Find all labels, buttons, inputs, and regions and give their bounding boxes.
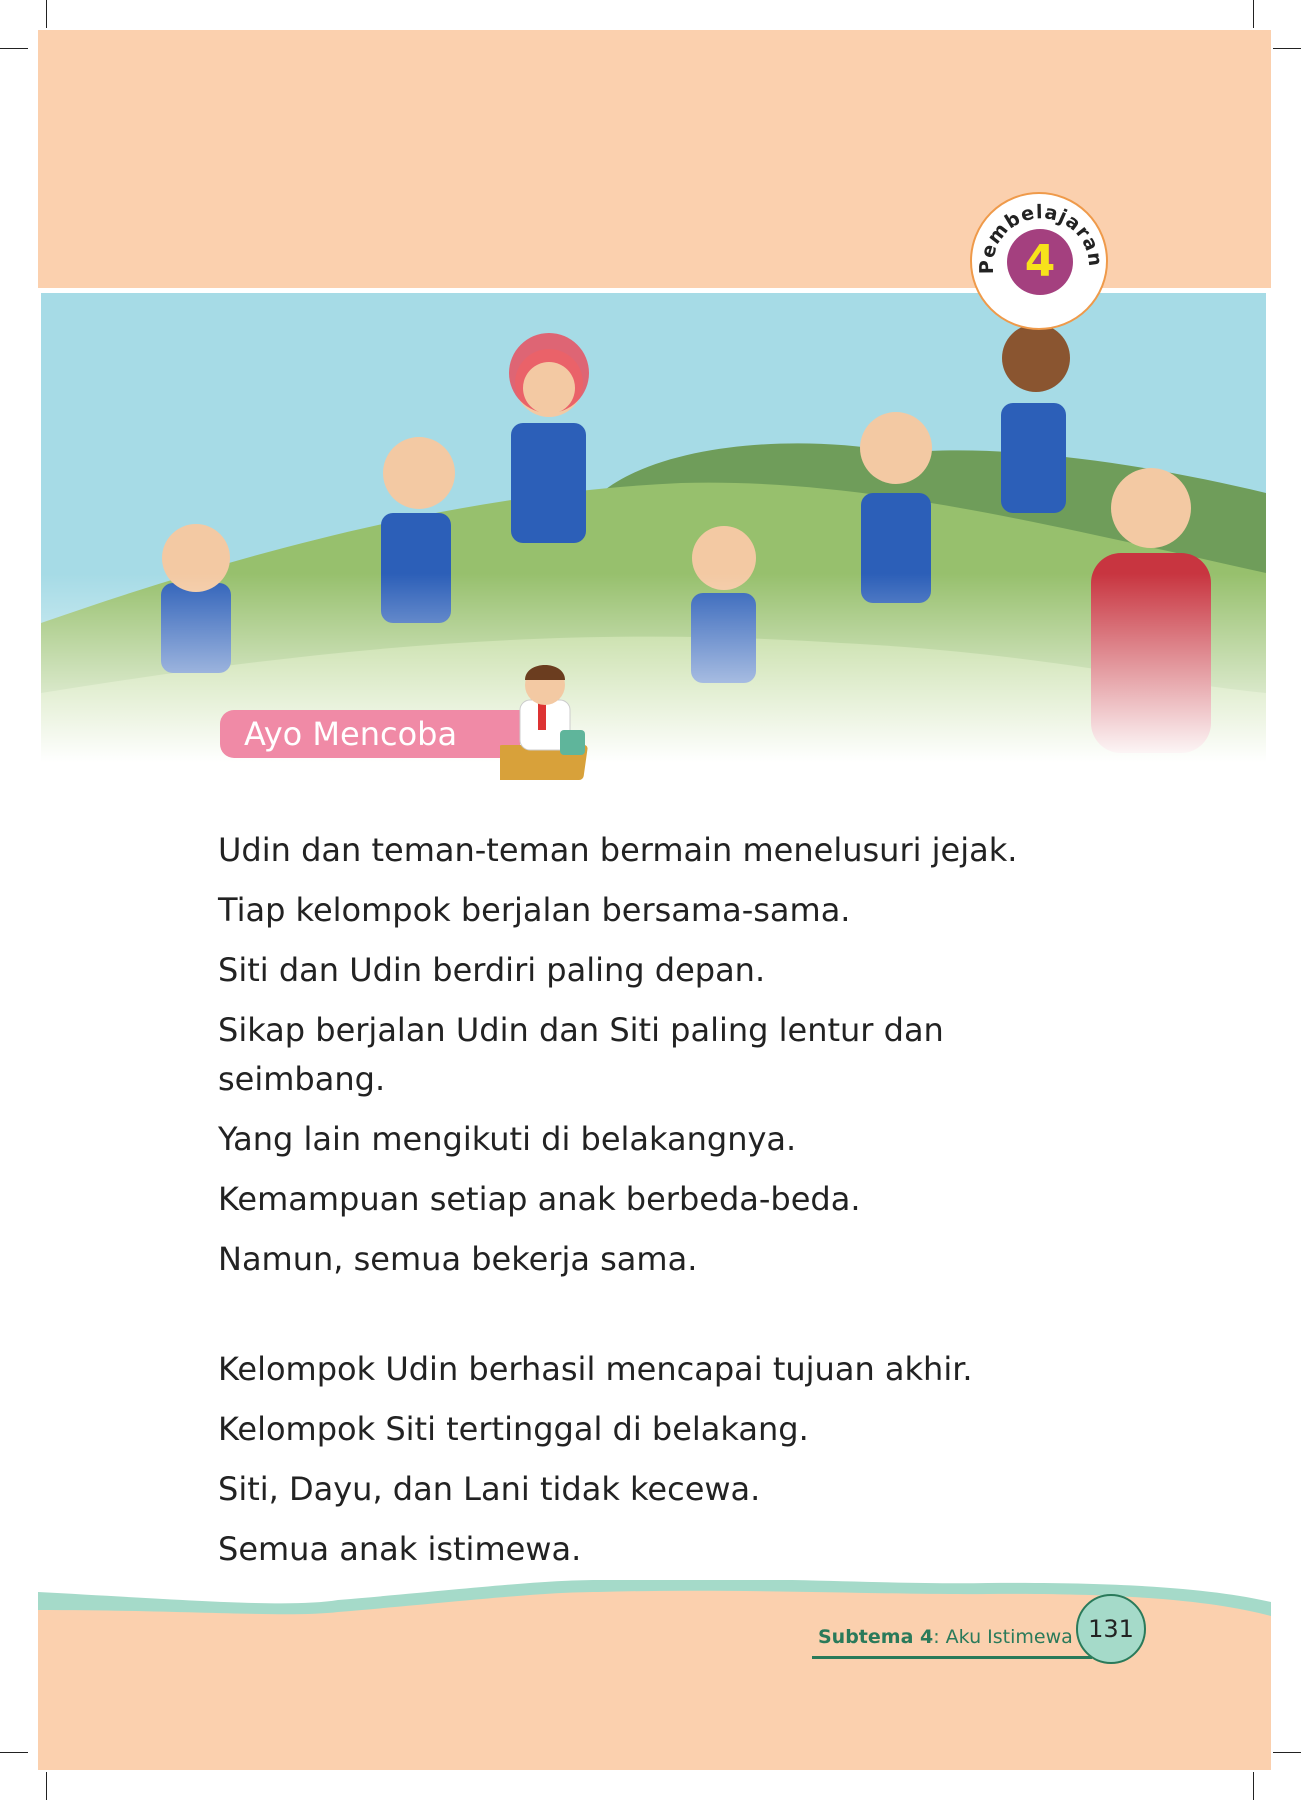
story-line: Semua anak istimewa. bbox=[218, 1530, 582, 1568]
story-line: Siti, Dayu, dan Lani tidak kecewa. bbox=[218, 1470, 761, 1508]
crop-mark bbox=[46, 0, 47, 28]
story-line: Namun, semua bekerja sama. bbox=[218, 1240, 698, 1278]
subtema-label bbox=[818, 1626, 1073, 1648]
crop-mark bbox=[46, 1772, 47, 1800]
subtema-title: : Aku Istimewa bbox=[933, 1626, 1073, 1648]
section-label: Ayo Mencoba bbox=[220, 710, 520, 758]
subtema-number: Subtema 4 bbox=[818, 1626, 934, 1648]
crop-mark bbox=[1273, 1752, 1301, 1753]
crop-mark bbox=[1253, 0, 1254, 28]
story-line: Kelompok Udin berhasil mencapai tujuan akhir. bbox=[218, 1350, 973, 1388]
crop-mark bbox=[0, 1752, 28, 1753]
story-line: Sikap berjalan Udin dan Siti paling lentur dan seimbang. bbox=[218, 1011, 944, 1098]
story-line: Kemampuan setiap anak berbeda-beda. bbox=[218, 1180, 861, 1218]
boy-experiment-icon bbox=[500, 660, 605, 794]
story-line: Tiap kelompok berjalan bersama-sama. bbox=[218, 891, 851, 929]
story-line: Yang lain mengikuti di belakangnya. bbox=[218, 1120, 797, 1158]
page-number: 131 bbox=[1076, 1594, 1146, 1664]
story-line: Udin dan teman-teman bermain menelusuri jejak. bbox=[218, 831, 1018, 869]
crop-mark bbox=[0, 48, 28, 49]
story-text bbox=[218, 826, 1118, 1585]
footer-underline bbox=[812, 1656, 1092, 1659]
svg-text:Pembelajaran: Pembelajaran bbox=[975, 201, 1107, 275]
story-line: Siti dan Udin berdiri paling depan. bbox=[218, 951, 766, 989]
lesson-badge bbox=[970, 192, 1108, 330]
story-line: Kelompok Siti tertinggal di belakang. bbox=[218, 1410, 809, 1448]
lesson-number: 4 bbox=[1007, 229, 1073, 295]
crop-mark bbox=[1253, 1772, 1254, 1800]
crop-mark bbox=[1273, 48, 1301, 49]
